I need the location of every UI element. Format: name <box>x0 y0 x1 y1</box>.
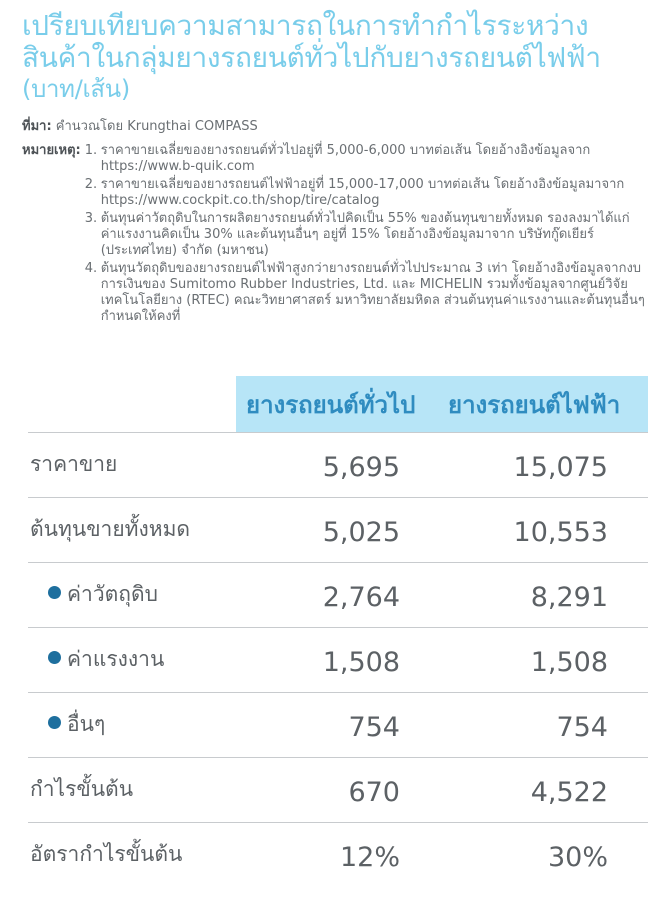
table-row <box>28 497 648 562</box>
table-header <box>28 376 648 432</box>
row-label: กำไรขั้นต้น <box>30 777 134 801</box>
row-label: อัตรากำไรขั้นต้น <box>30 842 183 866</box>
remark-number: 1. <box>84 143 98 158</box>
header-general-tire: ยางรถยนต์ทั่วไป <box>246 391 416 419</box>
row-label-wrap <box>48 646 164 672</box>
remark-text: ต้นทุนวัตถุดิบของยางรถยนต์ไฟฟ้าสูงกว่ายางรถยนต์ทั่วไปประมาณ 3 เท่า โดยอ้างอิงข้อมูลจากงบการเงินของ Sumitomo Rubber Industries, Ltd. และ MICHELIN รวมทั้งข้อมูลจากศูนย์วิจัยเทคโนโลยียาง (RTEC) คณะวิทยาศาสตร์ มหาวิทยาลัยมหิดล ส่วนต้นทุนค่าแรงงานและต้นทุนอื่นๆ กำหนดให้คงที่ <box>100 261 645 324</box>
remark-item <box>85 143 658 175</box>
remark-item <box>85 261 658 325</box>
table-row <box>28 822 648 887</box>
general-value: 754 <box>348 712 400 743</box>
row-label: ค่าวัตถุดิบ <box>67 582 158 606</box>
ev-value: 4,522 <box>530 777 608 808</box>
general-value: 1,508 <box>322 647 400 678</box>
bullet-icon <box>48 716 61 729</box>
row-label: ราคาขาย <box>30 452 118 476</box>
row-label: ต้นทุนขายทั้งหมด <box>30 517 191 541</box>
bullet-icon <box>48 651 61 664</box>
source-label: ที่มา: <box>22 119 52 134</box>
source-text: คำนวณโดย Krungthai COMPASS <box>55 119 258 134</box>
remarks-label: หมายเหตุ: <box>22 143 81 158</box>
remark-item <box>85 211 658 259</box>
title-unit: (บาท/เส้น) <box>22 75 130 103</box>
general-value: 5,025 <box>322 517 400 548</box>
general-value: 670 <box>348 777 400 808</box>
ev-value: 30% <box>547 842 608 873</box>
table-row <box>28 692 648 757</box>
source-line <box>22 119 658 135</box>
table-row <box>28 432 648 497</box>
title-line-2: สินค้าในกลุ่มยางรถยนต์ทั่วไปกับยางรถยนต์ไฟฟ้า <box>22 41 601 74</box>
remark-number: 4. <box>84 261 98 276</box>
comparison-table <box>28 376 648 887</box>
row-label-wrap <box>48 581 158 607</box>
row-label: อื่นๆ <box>67 712 106 736</box>
remark-item <box>85 177 658 209</box>
remark-number: 3. <box>84 211 98 226</box>
ev-value: 15,075 <box>513 452 608 483</box>
remark-text: ราคาขายเฉลี่ยของยางรถยนต์ทั่วไปอยู่ที่ 5,000-6,000 บาทต่อเส้น โดยอ้างอิงข้อมูลจาก https://www.b-quik.com <box>100 143 591 174</box>
general-value: 12% <box>339 842 400 873</box>
remark-number: 2. <box>84 177 98 192</box>
table-row <box>28 757 648 822</box>
remark-text: ราคาขายเฉลี่ยของยางรถยนต์ไฟฟ้าอยู่ที่ 15,000-17,000 บาทต่อเส้น โดยอ้างอิงข้อมูลมาจาก https://www.cockpit.co.th/shop/tire/catalog <box>100 177 625 208</box>
row-label-wrap <box>48 711 105 737</box>
remarks-list <box>85 143 658 327</box>
title-line-1: เปรียบเทียบความสามารถในการทำกำไรระหว่าง <box>22 9 589 42</box>
notes-block <box>22 119 658 327</box>
ev-value: 10,553 <box>513 517 608 548</box>
ev-value: 1,508 <box>530 647 608 678</box>
remark-text: ต้นทุนค่าวัตถุดิบในการผลิตยางรถยนต์ทั่วไปคิดเป็น 55% ของต้นทุนขายทั้งหมด รองลงมาได้แก่ ค่าแรงงานคิดเป็น 30% และต้นทุนอื่นๆ อยู่ที่ 15% โดยอ้างอิงข้อมูลมาจาก บริษัทกู๊ดเยียร์ (ประเทศไทย) จำกัด (มหาชน) <box>100 211 630 258</box>
bullet-icon <box>48 586 61 599</box>
general-value: 5,695 <box>322 452 400 483</box>
header-ev-tire: ยางรถยนต์ไฟฟ้า <box>448 391 621 419</box>
page-title <box>22 10 662 104</box>
ev-value: 754 <box>556 712 608 743</box>
table-row <box>28 627 648 692</box>
table-row <box>28 562 648 627</box>
general-value: 2,764 <box>322 582 400 613</box>
ev-value: 8,291 <box>530 582 608 613</box>
remarks <box>22 143 658 327</box>
row-label: ค่าแรงงาน <box>67 647 165 671</box>
